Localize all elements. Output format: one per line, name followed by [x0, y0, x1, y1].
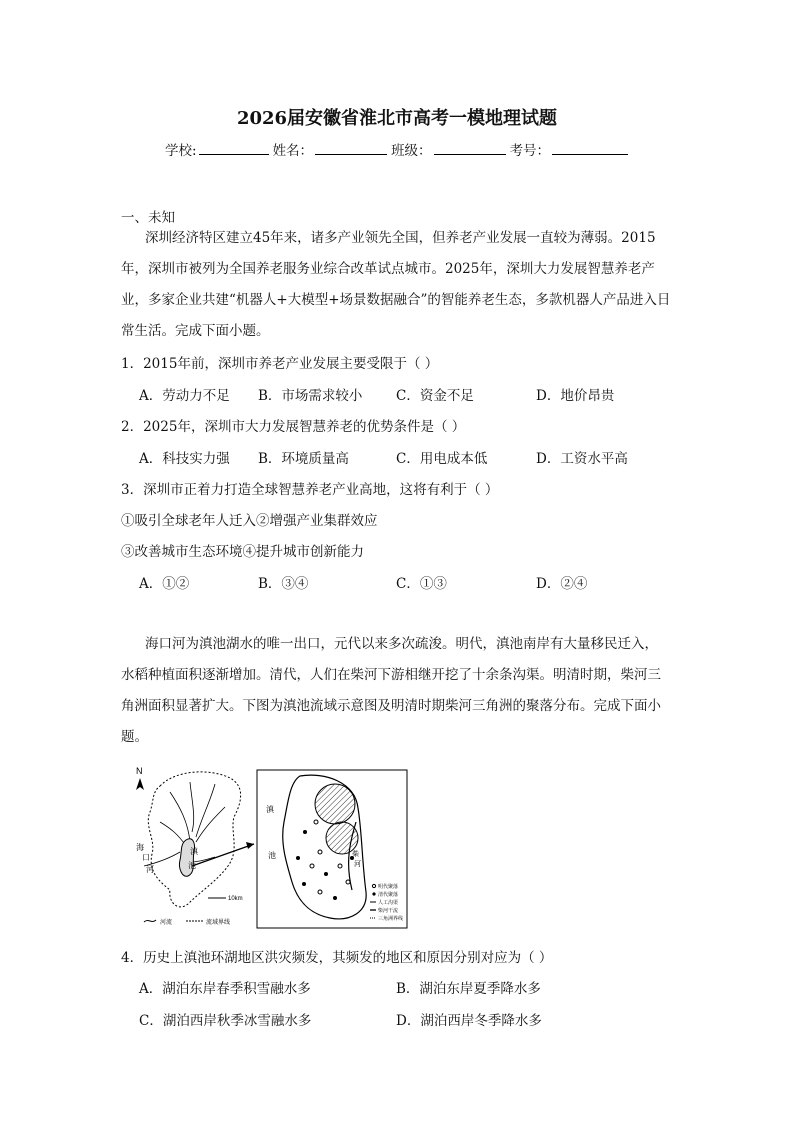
q1-option-d: D．地价昂贵 — [536, 388, 615, 404]
passage1-line: 年，深圳市被列为全国养老服务业综合改革试点城市。2025年，深圳大力发展智慧养老产 — [121, 261, 655, 277]
q4-option-a: A．湖泊东岸春季积雪融水多 — [139, 981, 311, 997]
lake-label-char: 池 — [188, 861, 196, 870]
q2-option-d: D．工资水平高 — [536, 451, 628, 467]
section-heading: 一、未知 — [121, 210, 175, 226]
inset-label-char: 河 — [354, 860, 361, 868]
question-1-stem: 1．2015年前，深圳市养老产业发展主要受限于（ ） — [121, 356, 439, 372]
q2-option-c: C．用电成本低 — [396, 451, 488, 467]
legend-river: 河流 — [160, 919, 173, 926]
passage1-line: 业，多家企业共建“机器人+大模型+场景数据融合”的智能养老生态，多款机器人产品进入日 — [121, 292, 671, 308]
passage2-line: 角洲面积显著扩大。下图为滇池流域示意图及明清时期柴河三角洲的聚落分布。完成下面小 — [121, 698, 661, 714]
q1-option-a: A．劳动力不足 — [139, 388, 230, 404]
outlet-label-char: 海 — [136, 843, 144, 852]
passage2-line: 题。 — [121, 729, 148, 745]
dianchi-basin-map-figure — [130, 762, 410, 932]
q1-option-c: C．资金不足 — [396, 388, 474, 404]
exam-no-blank — [552, 141, 628, 155]
question-2-stem: 2．2025年，深圳市大力发展智慧养老的优势条件是（ ） — [121, 419, 466, 435]
scale-label: 10km — [228, 896, 243, 902]
q2-option-b: B．环境质量高 — [258, 451, 349, 467]
outlet-label-char: 口 — [142, 853, 150, 862]
inset-label-char: 池 — [268, 851, 276, 860]
name-blank — [315, 141, 387, 155]
class-label: 班级： — [391, 143, 432, 159]
q3-option-d: D．②④ — [536, 576, 588, 592]
school-label: 学校: — [165, 143, 197, 159]
legend-chai-river: 柴河干流 — [378, 908, 399, 914]
question-3-stem: 3．深圳市正着力打造全球智慧养老产业高地，这将有利于（ ） — [121, 482, 499, 498]
q4-option-c: C．湖泊西岸秋季冰雪融水多 — [139, 1013, 312, 1029]
q4-option-d: D．湖泊西岸冬季降水多 — [396, 1013, 542, 1029]
north-label: N — [136, 766, 143, 776]
legend-ming-settlement: 明代聚落 — [378, 884, 399, 890]
school-blank — [199, 141, 269, 155]
class-blank — [434, 141, 506, 155]
page-title: 2026届安徽省淮北市高考一模地理试题 — [236, 108, 558, 129]
outlet-label-char: 河 — [146, 865, 154, 874]
passage2-line: 海口河为滇池湖水的唯一出口，元代以来多次疏浚。明代，滇池南岸有大量移民迁入， — [145, 636, 658, 652]
passage1-line: 深圳经济特区建立45年来，诸多产业领先全国，但养老产业发展一直较为薄弱。2015 — [145, 230, 656, 246]
pointer-arrow — [192, 844, 254, 866]
name-label: 姓名： — [272, 143, 314, 159]
q4-option-b: B．湖泊东岸夏季降水多 — [396, 981, 541, 997]
north-arrow-icon — [136, 766, 144, 790]
passage2-line: 水稻种植面积逐渐增加。清代，人们在柴河下游相继开挖了十余条沟渠。明清时期，柴河三 — [121, 667, 661, 683]
q1-option-b: B．市场需求较小 — [258, 388, 363, 404]
q3-option-c: C．①③ — [396, 576, 447, 592]
legend-canal: 人工沟渠 — [378, 900, 399, 906]
dianchi-lake-shape — [179, 839, 194, 877]
student-info-line — [165, 139, 632, 159]
lake-label-char: 滇 — [190, 847, 198, 856]
exam-no-label: 考号： — [509, 143, 551, 159]
q3-statements-line2: ③改善城市生态环境④提升城市创新能力 — [121, 544, 364, 560]
legend-delta-boundary: 三角洲界线 — [378, 916, 404, 922]
basin-boundary — [148, 772, 240, 907]
question-4-stem: 4．历史上滇池环湖地区洪灾频发，其频发的地区和原因分别对应为（ ） — [121, 950, 553, 966]
inset-label-char: 柴 — [352, 850, 359, 858]
legend-basin-boundary: 流域界线 — [206, 919, 231, 926]
passage1-line: 常生活。完成下面小题。 — [121, 323, 270, 339]
q3-statements-line1: ①吸引全球老年人迁入②增强产业集群效应 — [121, 513, 378, 529]
q3-option-a: A．①② — [139, 576, 190, 592]
inset-label-char: 滇 — [266, 805, 274, 814]
q3-option-b: B．③④ — [258, 576, 309, 592]
delta-zone-ming — [315, 784, 355, 824]
q2-option-a: A．科技实力强 — [139, 451, 230, 467]
legend-qing-settlement: 清代聚落 — [378, 892, 399, 898]
